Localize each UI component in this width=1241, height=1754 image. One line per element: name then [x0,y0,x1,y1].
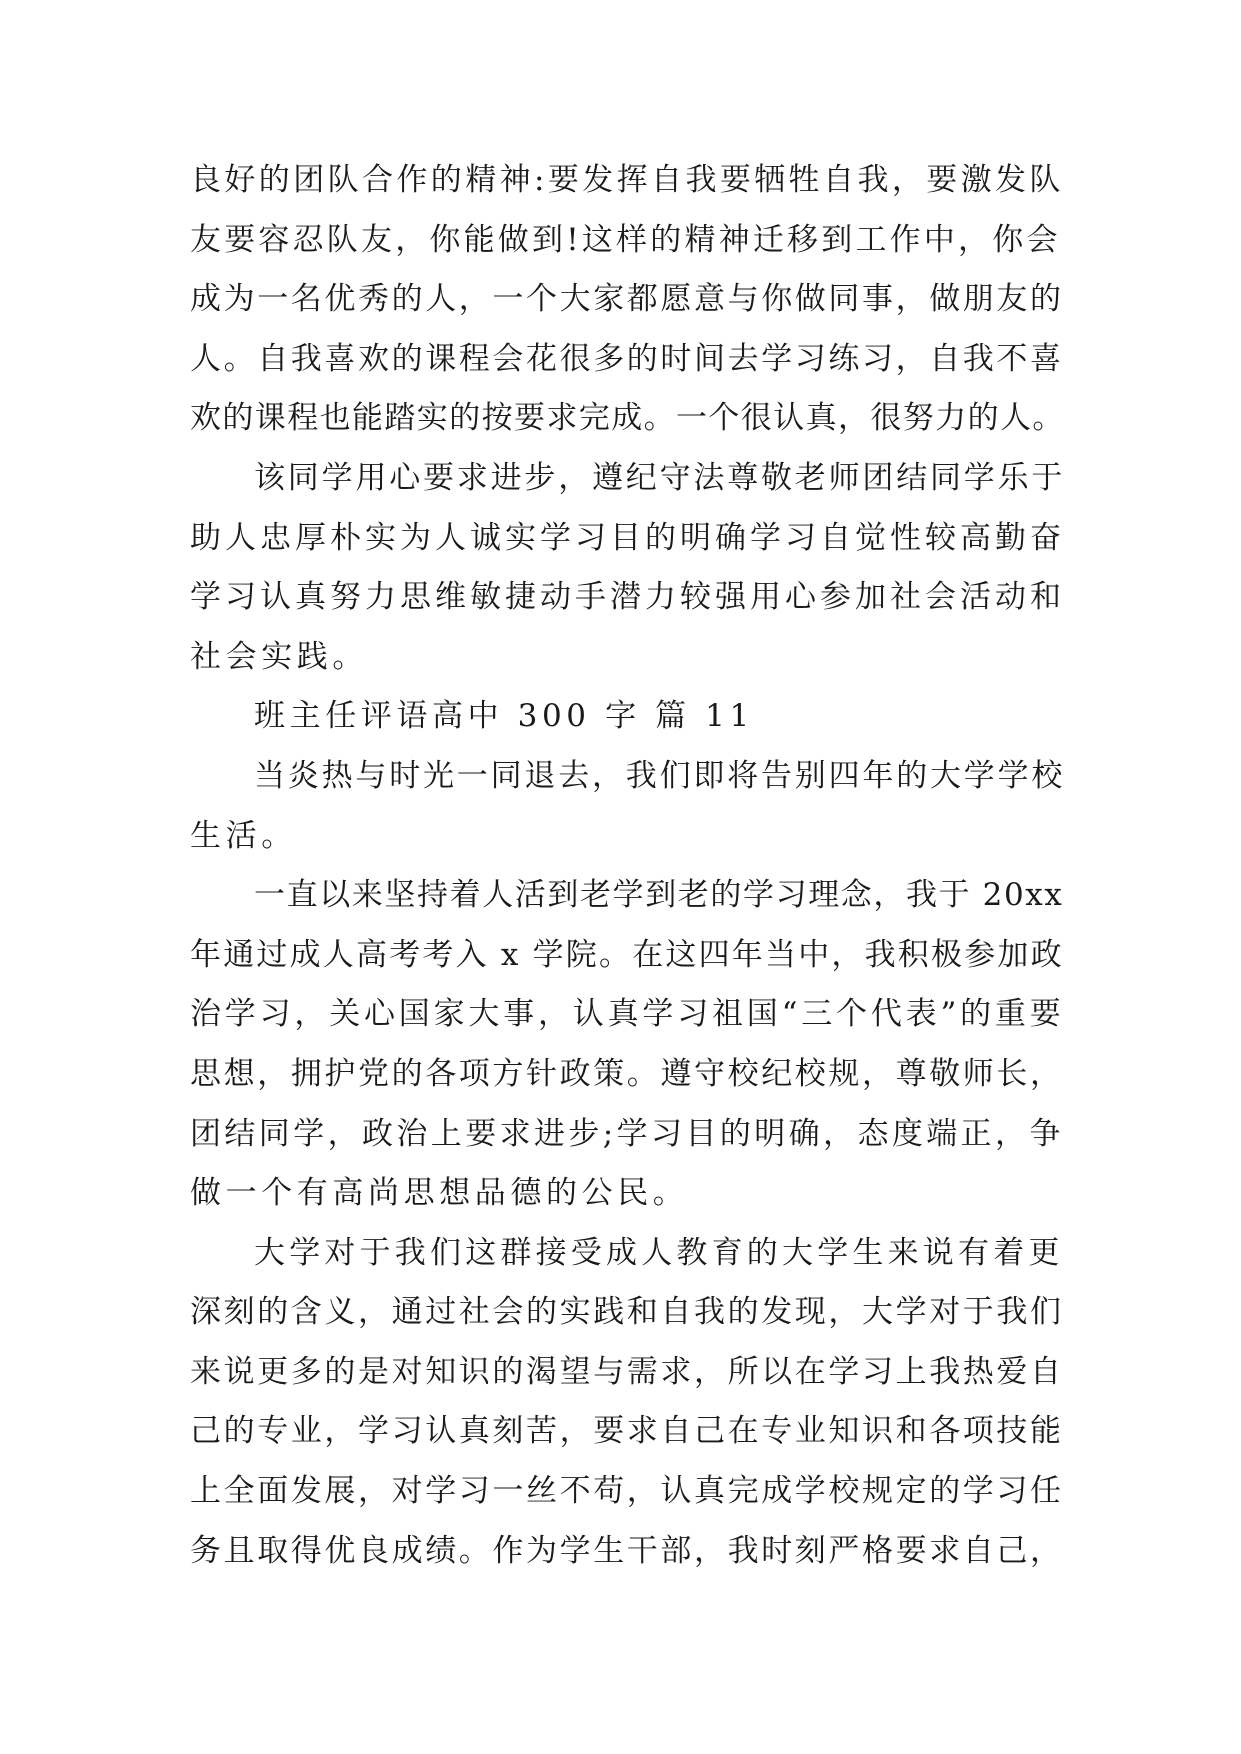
text-line: 年通过成人高考考入 x 学院。在这四年当中，我积极参加政 [190,936,1064,973]
text-line: 思想，拥护党的各项方针政策。遵守校纪校规，尊敬师长， [190,1055,1064,1092]
text-line: 治学习，关心国家大事，认真学习祖国“三个代表”的重要 [190,996,1065,1033]
text-line: 友要容忍队友，你能做到!这样的精神迁移到工作中，你会 [190,221,1061,258]
text-line: 成为一名优秀的人，一个大家都愿意与你做同事，做朋友的 [190,281,1064,318]
text-line: 一直以来坚持着人活到老学到老的学习理念，我于 20xx [254,877,1064,914]
text-line: 大学对于我们这群接受成人教育的大学生来说有着更 [254,1234,1064,1271]
text-line: 来说更多的是对知识的渴望与需求，所以在学习上我热爱自 [190,1353,1064,1390]
text-line: 当炎热与时光一同退去，我们即将告别四年的大学学校 [254,757,1066,794]
document-body [190,151,1065,1581]
text-line: 己的专业，学习认真刻苦，要求自己在专业知识和各项技能 [190,1413,1064,1450]
text-line: 上全面发展，对学习一丝不苟，认真完成学校规定的学习任 [190,1473,1064,1510]
text-line: 团结同学，政治上要求进步;学习目的明确，态度端正，争 [190,1115,1064,1152]
text-line: 助人忠厚朴实为人诚实学习目的明确学习自觉性较高勤奋 [190,519,1065,556]
text-line: 社会实践。 [190,638,368,675]
text-line: 班主任评语高中 300 字 篇 11 [254,698,754,735]
text-line: 做一个有高尚思想品德的公民。 [190,1175,689,1212]
text-line: 学习认真努力思维敏捷动手潜力较强用心参加社会活动和 [190,579,1065,616]
text-line: 生活。 [190,817,297,854]
text-line: 务且取得优良成绩。作为学生干部，我时刻严格要求自己， [190,1532,1064,1569]
text-line: 深刻的含义，通过社会的实践和自我的发现，大学对于我们 [190,1294,1064,1331]
text-line: 良好的团队合作的精神:要发挥自我要牺牲自我，要激发队 [190,162,1064,198]
text-line: 欢的课程也能踏实的按要求完成。一个很认真，很努力的人。 [190,400,1065,437]
text-line: 该同学用心要求进步，遵纪守法尊敬老师团结同学乐于 [254,459,1066,496]
text-line: 人。自我喜欢的课程会花很多的时间去学习练习，自我不喜 [190,340,1064,377]
